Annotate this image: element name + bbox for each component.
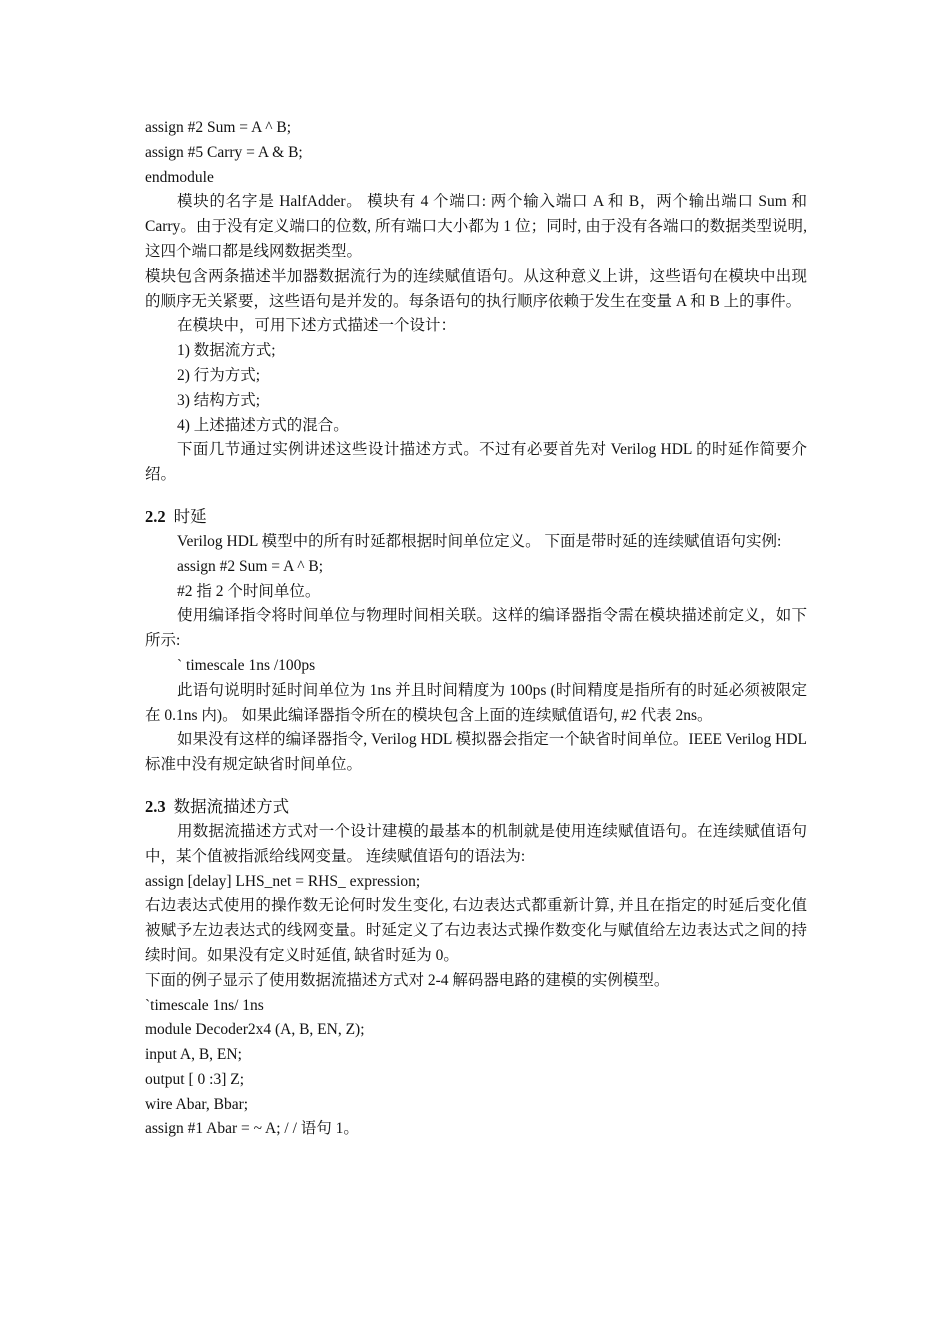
section-heading-2-3	[145, 794, 807, 820]
paragraph-in-module: 在模块中，可用下述方式描述一个设计：	[177, 317, 457, 335]
section-heading-2-2	[145, 504, 807, 530]
list-item: 3) 结构方式;	[177, 391, 261, 409]
section-number: 2.3	[145, 796, 166, 816]
paragraph: Verilog HDL 模型中的所有时延都根据时间单位定义。 下面是带时延的连续赋值语句实例:	[177, 532, 782, 550]
paragraph: 用数据流描述方式对一个设计建模的最基本的机制就是使用连续赋值语句。在连续赋值语句中，某个值被指派给线网变量。 连续赋值语句的语法为:	[145, 822, 807, 865]
code-line: wire Abar, Bbar;	[145, 1095, 249, 1113]
section-number: 2.2	[145, 506, 166, 526]
paragraph: 使用编译指令将时间单位与物理时间相关联。这样的编译器指令需在模块描述前定义，如下所示:	[145, 607, 807, 650]
code-line: assign #5 Carry = A & B;	[145, 143, 303, 161]
paragraph: 此语句说明时延时间单位为 1ns 并且时间精度为 100ps (时间精度是指所有的时延必须被限定在 0.1ns 内)。 如果此编译器指令所在的模块包含上面的连续赋值语句, #2 代表 2ns。	[145, 681, 807, 724]
paragraph-module-contains: 模块包含两条描述半加器数据流行为的连续赋值语句。从这种意义上讲，这些语句在模块中出现的顺序无关紧要，这些语句是并发的。每条语句的执行顺序依赖于发生在变量 A 和 B 上的事件。	[145, 267, 807, 310]
code-line: endmodule	[145, 168, 214, 186]
paragraph-module-name: 模块的名字是 HalfAdder。 模块有 4 个端口: 两个输入端口 A 和 B，两个输出端口 Sum 和 Carry。由于没有定义端口的位数, 所有端口大小都为 1 位；同时, 由于没有各端口的数据类型说明, 这四个端口都是线网数据类型。	[145, 193, 807, 260]
section-title: 数据流描述方式	[173, 796, 290, 816]
paragraph: #2 指 2 个时间单位。	[177, 582, 321, 600]
section-title: 时延	[173, 506, 207, 526]
paragraph: 右边表达式使用的操作数无论何时发生变化, 右边表达式都重新计算, 并且在指定的时延后变化值被赋予左边表达式的线网变量。时延定义了右边表达式操作数变化与赋值给左边表达式之间的持续时间。如果没有定义时延值, 缺省时延为 0。	[145, 897, 807, 964]
code-line: module Decoder2x4 (A, B, EN, Z);	[145, 1021, 365, 1039]
code-line: assign [delay] LHS_net = RHS_ expression;	[145, 872, 421, 890]
code-line: `timescale 1ns/ 1ns	[145, 996, 264, 1014]
paragraph: 如果没有这样的编译器指令, Verilog HDL 模拟器会指定一个缺省时间单位。IEEE Verilog HDL 标准中没有规定缺省时间单位。	[145, 731, 807, 774]
paragraph-next-sections: 下面几节通过实例讲述这些设计描述方式。不过有必要首先对 Verilog HDL 的时延作简要介绍。	[145, 441, 807, 484]
list-item: 2) 行为方式;	[177, 366, 261, 384]
code-line: assign #2 Sum = A ^ B;	[145, 119, 292, 136]
code-line: ` timescale 1ns /100ps	[177, 656, 316, 674]
list-item: 1) 数据流方式;	[177, 342, 276, 360]
code-line: output [ 0 :3] Z;	[145, 1070, 245, 1088]
code-line: input A, B, EN;	[145, 1046, 242, 1064]
code-line: assign #2 Sum = A ^ B;	[177, 557, 324, 575]
document-page	[145, 116, 807, 1142]
list-item: 4) 上述描述方式的混合。	[177, 416, 349, 434]
code-line: assign #1 Abar = ~ A; / / 语句 1。	[145, 1120, 359, 1138]
paragraph: 下面的例子显示了使用数据流描述方式对 2-4 解码器电路的建模的实例模型。	[145, 971, 670, 989]
